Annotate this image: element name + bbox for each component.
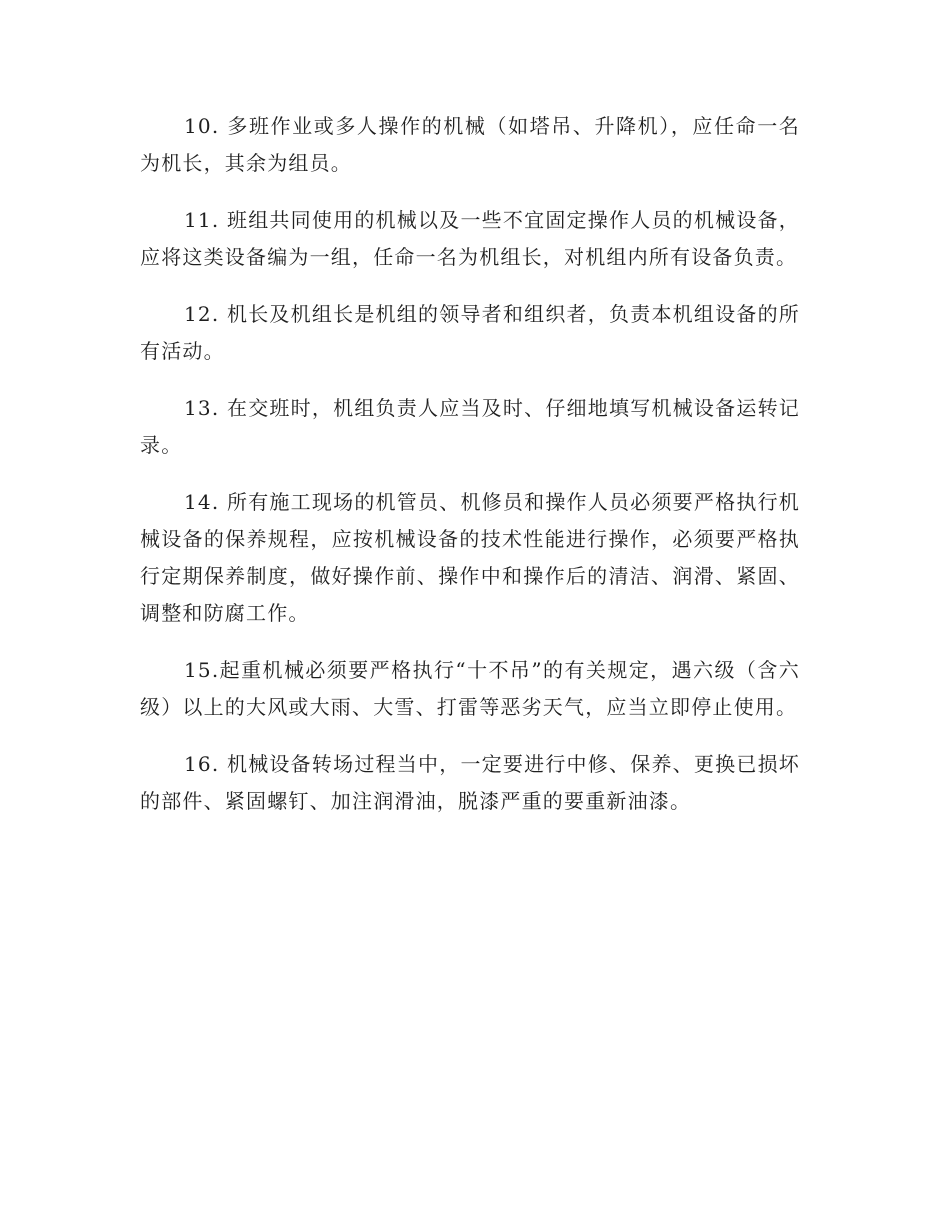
paragraph-item-15: 15.起重机械必须要严格执行“十不吊”的有关规定，遇六级（含六级）以上的大风或大雨、大雪、打雷等恶劣天气，应当立即停止使用。: [140, 658, 800, 719]
paragraph-item-14: 14. 所有施工现场的机管员、机修员和操作人员必须要严格执行机械设备的保养规程，应按机械设备的技术性能进行操作，必须要严格执行定期保养制度，做好操作前、操作中和操作后的清洁、润滑、紧固、调整和防腐工作。: [140, 490, 800, 625]
paragraph-item-11: 11. 班组共同使用的机械以及一些不宜固定操作人员的机械设备，应将这类设备编为一组，任命一名为机组长，对机组内所有设备负责。: [140, 208, 800, 269]
paragraph-item-12: 12. 机长及机组长是机组的领导者和组织者，负责本机组设备的所有活动。: [140, 302, 800, 363]
paragraph-item-13: 13. 在交班时，机组负责人应当及时、仔细地填写机械设备运转记录。: [140, 396, 800, 457]
paragraph-item-10: 10. 多班作业或多人操作的机械（如塔吊、升降机），应任命一名为机长，其余为组员。: [140, 114, 800, 175]
document-body: [140, 108, 800, 840]
paragraph-item-16: 16. 机械设备转场过程当中，一定要进行中修、保养、更换已损坏的部件、紧固螺钉、加注润滑油，脱漆严重的要重新油漆。: [140, 752, 800, 813]
